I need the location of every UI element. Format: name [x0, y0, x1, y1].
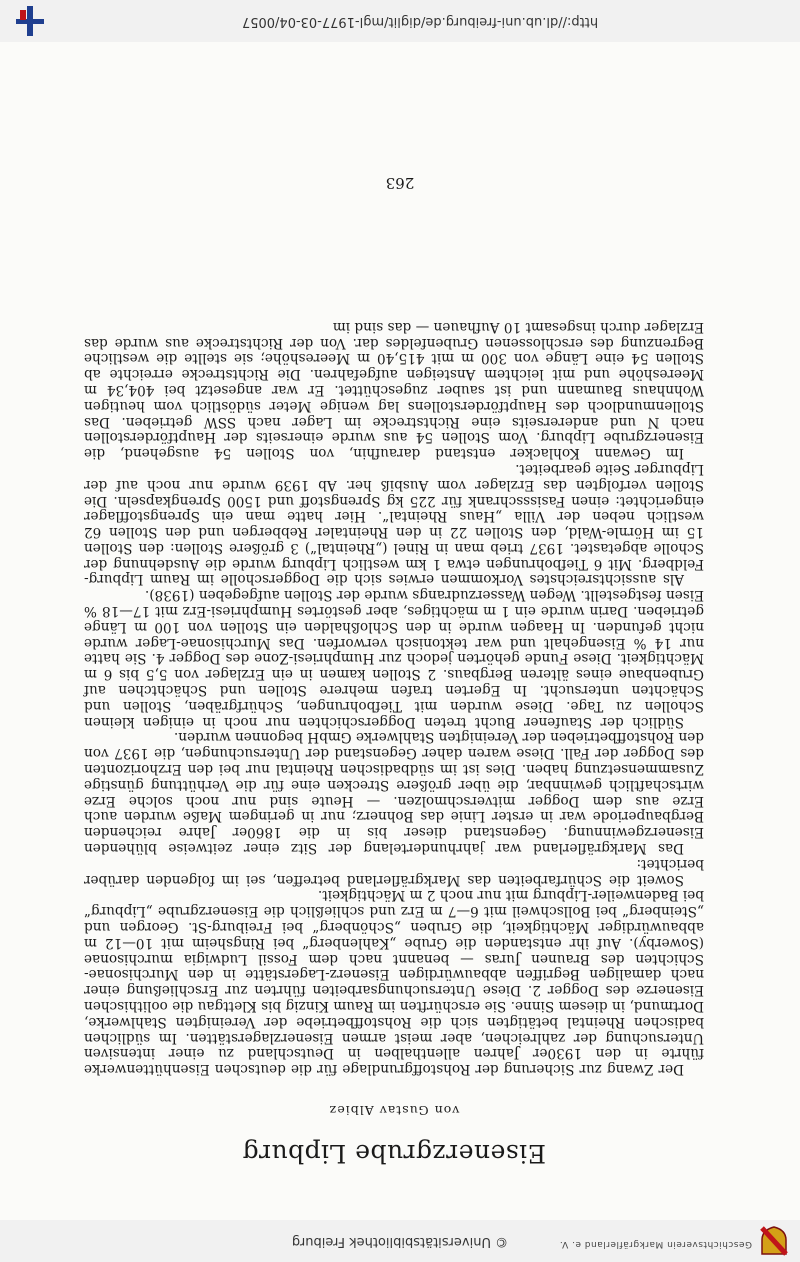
paragraph: Im Gewann Kohlacker entstand daraufhin, von Stollen 54 ausgehend, die Eisenerzgrube Lipburg. Vom Stollen 54 aus wurde einerseits der Hauptförderstollen nach N und andererseits eine Richtstrecke im Lager nach SSW getrieben. Das Stollenmundloch des Hauptförderstollens lag wenige Meter südöstlich vom heutigen Wohnhaus Baumann und ist sauber zugeschüttet. Er war angesetzt bei 404,34 m Meereshöhe und mit leichtem Ansteigen aufgefahren. Die Richtstrecke erreichte ab Stollen 54 eine Länge von 300 m mit 415,40 m Meereshöhe; sie stellte die westliche Begrenzung des erschlossenen Grubenfeldes dar. Von der Richtstrecke aus wurde das Erzlager durch insgesamt 10 Aufhauen — das sind im — [84, 318, 704, 462]
bottom-banner — [0, 0, 800, 42]
paragraph: Als aussichtsreichstes Vorkommen erwies sich die Doggerscholle im Raum Lipburg-Feldberg. Mit 6 Tiefbohrungen etwa 1 km westlich Lipburg wurde die Ausdehnung der Scholle abgetastet. 1937 trieb man in Rinel („Rheintal“) 3 größere Stollen: den Stollen 15 im Hörnle-Wald, den Stollen 22 in den Rheintaler Rebbergen und den Stollen 62 westlich neben der Villa „Haus Rheintal“. Hier hatte man ein Sprengstofflager eingerichtet: einen Fasissschrank für 225 kg Sprengstoff und 1500 Sprengkapseln. Die Stollen verfolgten das Erzlager vom Ausbiß her. Ab 1939 wurde nur noch auf der Lipburger Seite gearbeitet. — [84, 460, 704, 588]
paragraph: Soweit die Schürfarbeiten das Markgräflerland betreffen, sei im folgenden darüber berichtet: — [84, 855, 704, 888]
article-author: von Gustav Albiez — [328, 1103, 460, 1118]
top-copyright: © Universitätsbibliothek Freiburg — [291, 1234, 509, 1249]
paragraph: Südlich der Staufener Bucht treten Doggerschichten nur noch in einigen kleinen Schollen zu Tage. Diese wurden mit Tiefbohrungen, Schürfgräben, Stollen und Schächten untersucht. In Egerten trafen mehrere Stollen und Schächtchen auf Grubenbaue eines älteren Bergbaus. 2 Stollen kamen in ein Erzlager von 5,5 bis 6 m Mächtigkeit. Diese Funde gehörten jedoch zur Humphriesi-Zone des Dogger 4. Sie hatte nur 14 % Eisengehalt und war tektonisch verworfen. Das Murchisonae-Lager wurde nicht gefunden. In Haagen wurde in den Schloßhalden ein Stollen von 100 m Länge getrieben. Darin wurde ein 1 m mächtiges, aber gestörtes Humphriesi-Erz mit 17—18 % Eisen festgestellt. Wegen Wasserzudrangs wurde der Stollen aufgegeben (1938). — [84, 587, 704, 730]
society-name: Geschichtsverein Markgräflerland e. V. — [559, 1239, 752, 1249]
top-banner — [0, 1220, 800, 1262]
university-library-logo-icon — [10, 4, 50, 38]
source-url-link[interactable]: http://dl.ub.uni-freiburg.de/diglit/mgl-1977-03-04/0057 — [241, 14, 599, 29]
article — [84, 318, 704, 1186]
paragraph: Das Markgräflerland war jahrhundertelang der Sitz einer zeitweise blühenden Eisenerzgewinnung. Gegenstand dieser bis in die 1860er Jahre reichenden Bergbauperiode war in erster Linie das Bohnerz; nur in geringem Maße wurden auch Erze aus dem Dogger mitverschmolzen. — Heute sind nur noch solche Erze wirtschaftlich gewinnbar, die über größere Strecken eine für die Verhüttung günstige Zusammensetzung haben. Dies ist im südbadischen Rheintal nur bei den Erzhorizonten des Dogger der Fall. Diese waren daher Gegenstand der Untersuchungen, die 1937 von den Rohstoffbetrieben der Vereinigten Stahlwerke GmbH begonnen wurden. — [84, 729, 704, 857]
paragraph: Der Zwang zur Sicherung der Rohstoffgrundlage für die deutschen Eisenhüttenwerke führte in den 1930er Jahren allenthalben in Deutschland zu einer intensiven Untersuchung der zahlreichen, aber meist armen Eisenerzlagerstätten. Im südlichen badischen Rheintal betätigten sich die Rohstoffbetriebe der Vereinigten Stahlwerke, Dortmund, in diesem Sinne. Sie erschürften im Raum Kinzig bis Klettgau die oolithischen Eisenerze des Dogger 2. Diese Untersuchungsarbeiten führten zur Erschließung einer nach damaligen Begriffen abbauwürdigen Eisenerz-Lagerstätte in den Murchisonae-Schichten des Braunen Juras — benannt nach dem Fossil Ludwigia murchisonae (Sowerby). Auf ihr entstanden die Grube „Kahlenberg“ bei Ringsheim mit 10—12 m abbauwürdiger Mächtigkeit, die Gruben „Schönberg“ bei Freiburg-St. Georgen und „Steinberg“ bei Bollschweil mit 6—7 m Erz und schließlich die Eisenerzgrube „Lipburg“ bei Badenweiler-Lipburg mit nur noch 2 m Mächtigkeit. — [84, 887, 704, 1078]
article-title: Eisenerzgrube Lipburg — [242, 1139, 546, 1168]
page-number: 263 — [385, 174, 415, 192]
